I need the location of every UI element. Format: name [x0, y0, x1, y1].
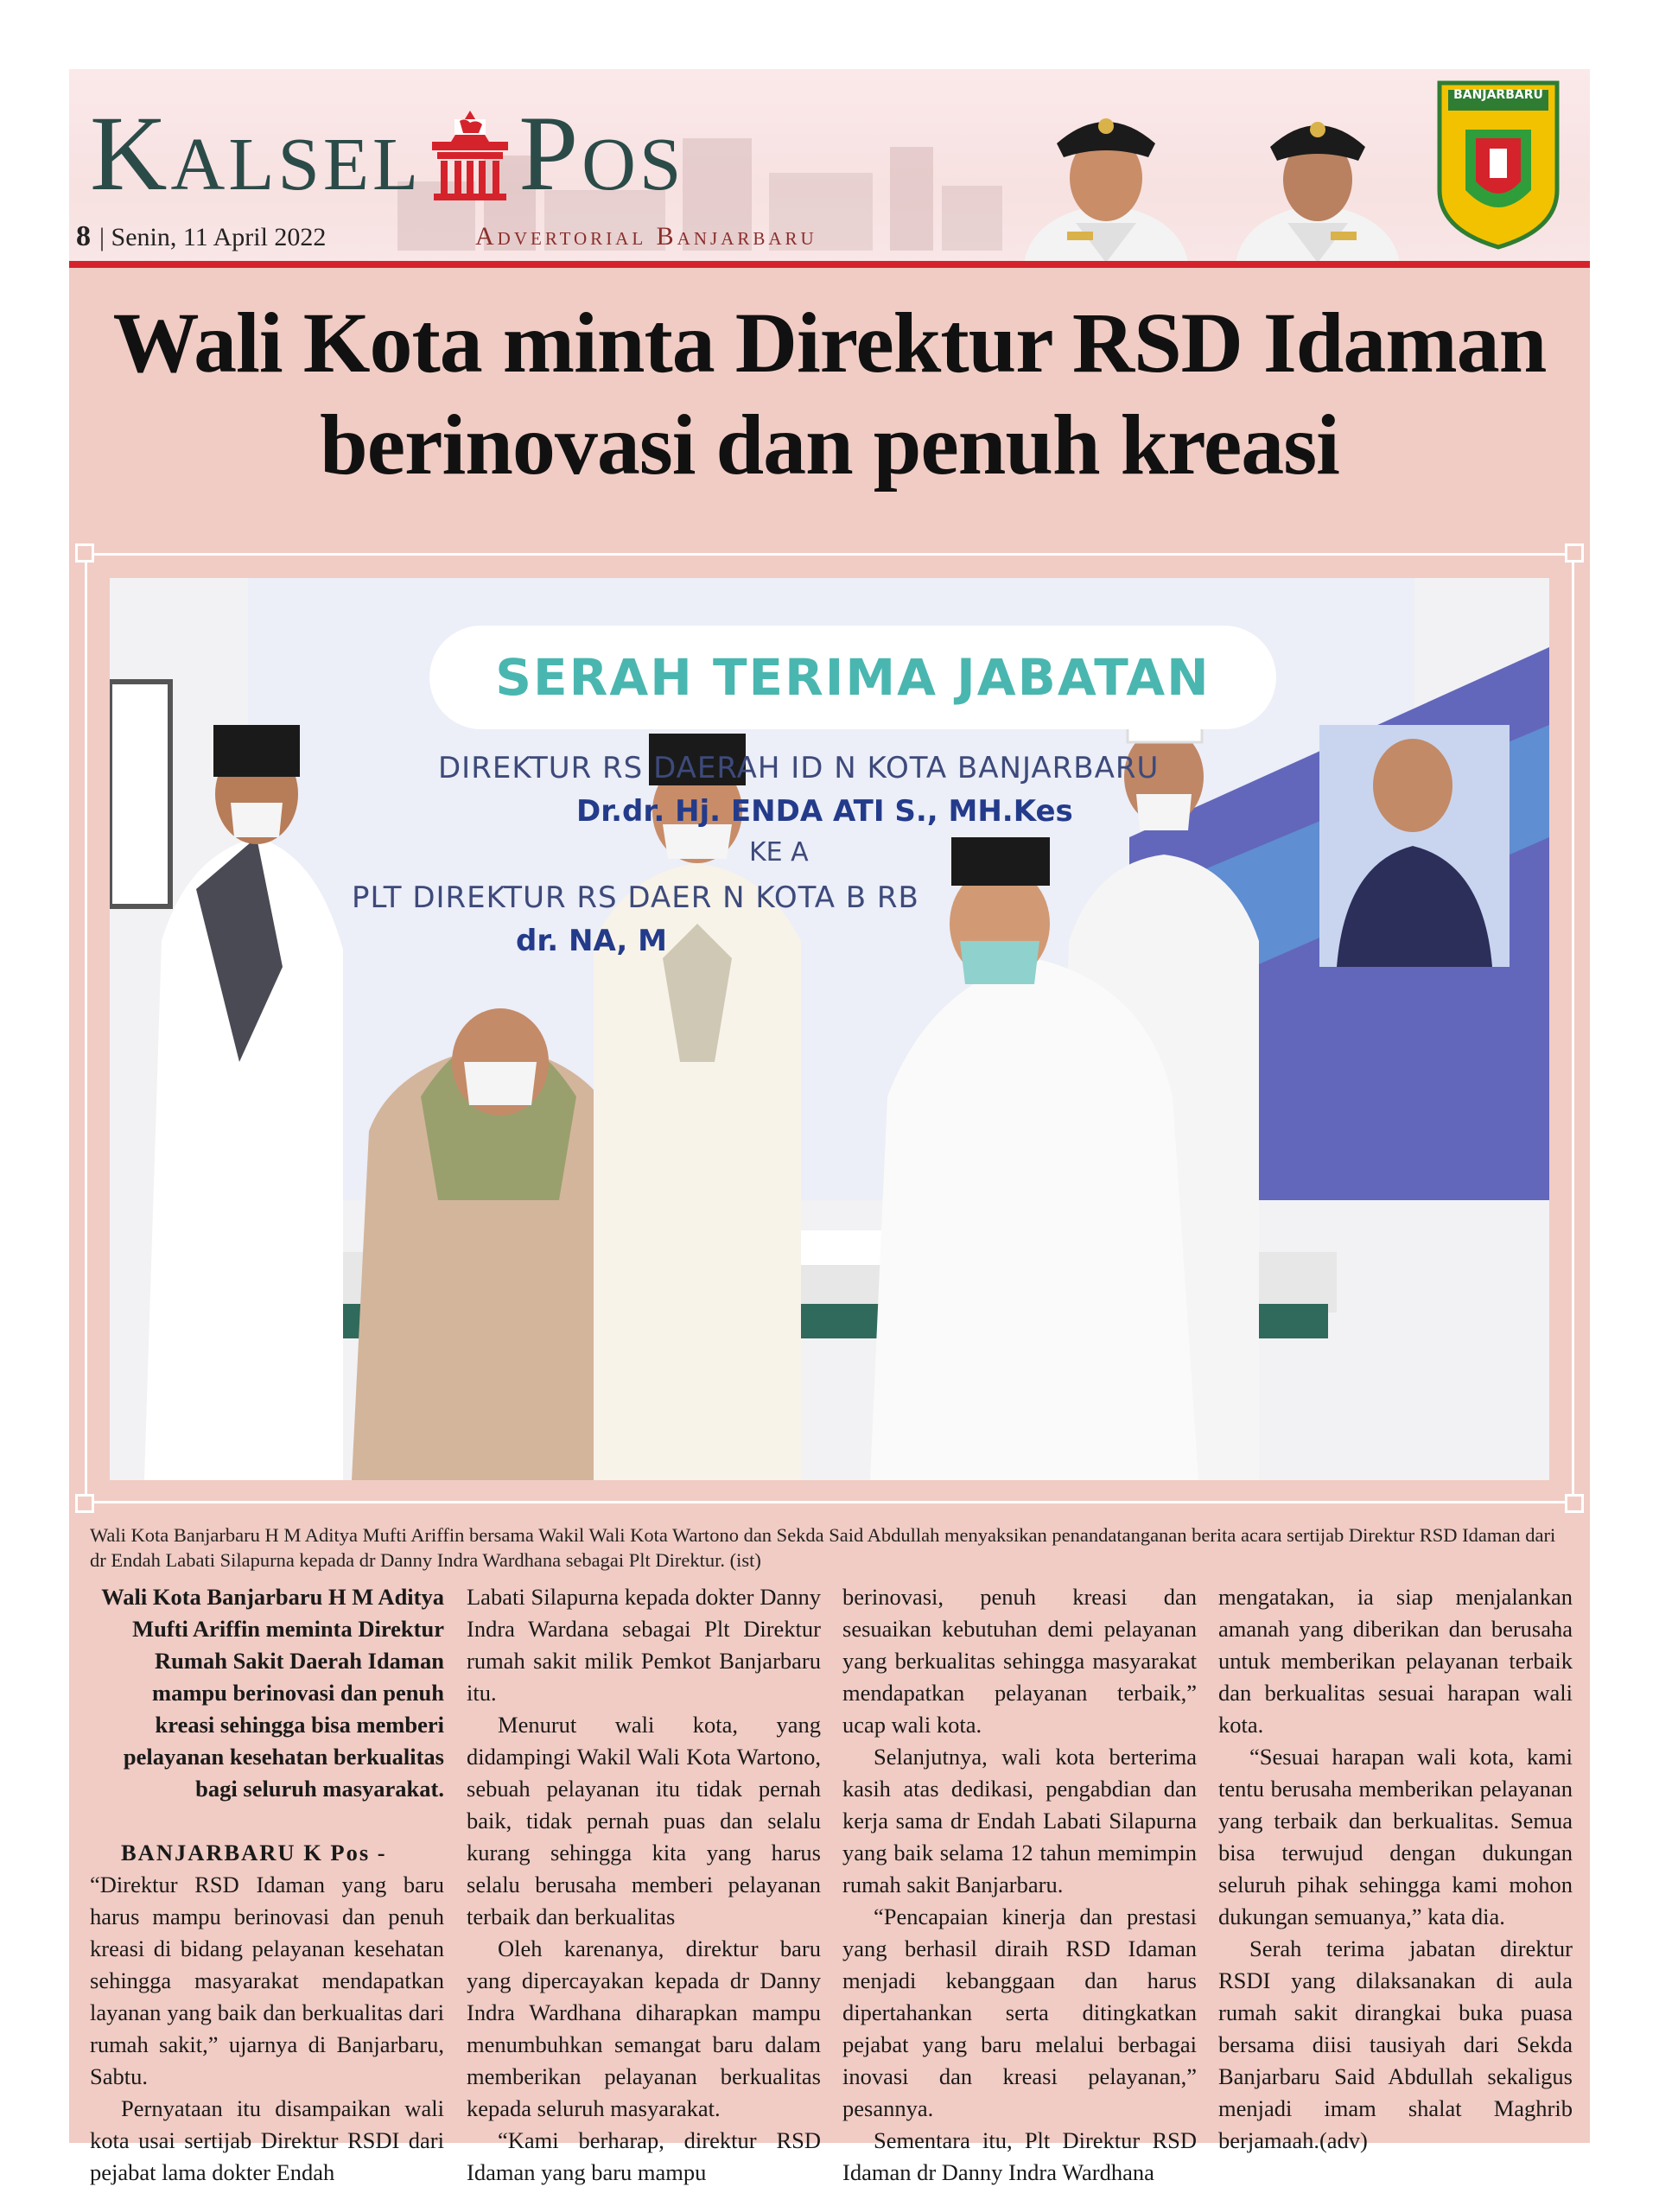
- issue-date: | Senin, 11 April 2022: [99, 223, 327, 251]
- badge-label: BANJARBARU: [1453, 88, 1543, 102]
- article-paragraph: [90, 1837, 444, 1869]
- article-column-4: [1218, 1581, 1573, 2157]
- frame-corner: [75, 1494, 94, 1513]
- article-paragraph: Labati Silapurna kepada dokter Danny Indra Wardana sebagai Plt Direktur rumah sakit milik Pemkot Banjarbaru itu.: [467, 1584, 821, 1706]
- newspaper-page: [69, 69, 1590, 2185]
- article-paragraph: “Sesuai harapan wali kota, kami tentu berusaha memberikan pelayanan yang terbaik dan berkualitas. Semua bisa terwujud dengan dukungan seluruh pihak sehingga kami mohon dukungan semuanya,” kata dia.: [1218, 1744, 1573, 1929]
- article-paragraph: mengatakan, ia siap menjalankan amanah yang diberikan dan berusaha untuk memberikan pelayanan terbaik dan berkualitas sesuai harapan wali kota.: [1218, 1584, 1573, 1738]
- frame-corner: [1565, 1494, 1584, 1513]
- brand-word-left: Kalsel: [90, 94, 423, 213]
- article-column-3: [842, 1581, 1197, 2189]
- article-paragraph: Selanjutnya, wali kota berterima kasih atas dedikasi, pengabdian dan kerja sama dr Endah Labati Silapurna yang baik selama 12 tahun memimpin rumah sakit Banjarbaru.: [842, 1744, 1197, 1897]
- banner-line: PLT DIREKTUR RS DAER N KOTA B RB: [352, 880, 919, 915]
- brand-logo: [90, 86, 685, 213]
- news-photo: [110, 578, 1549, 1480]
- article-paragraph: berinovasi, penuh kreasi dan sesuaikan kebutuhan demi pelayanan yang berkualitas sehingga masyarakat mendapatkan pelayanan terbaik,” ucap wali kota.: [842, 1584, 1197, 1738]
- article-paragraph: Sementara itu, Plt Direktur RSD Idaman dr Danny Indra Wardhana: [842, 2127, 1197, 2185]
- frame-corner: [75, 543, 94, 563]
- article-paragraph: “Pencapaian kinerja dan prestasi yang berhasil diraih RSD Idaman menjadi kebanggaan dan harus dipertahankan serta ditingkatkan pejabat yang baru melalui berbagai inovasi dan kreasi pelayanan,” pesannya.: [842, 1904, 1197, 2121]
- headline-line-1: Wali Kota minta Direktur RSD Idaman: [112, 295, 1547, 391]
- article-paragraph: Menurut wali kota, yang didampingi Wakil Wali Kota Wartono, sebuah pelayanan itu tidak pernah baik, tidak pernah puas dan selalu kurang sehingga kita yang harus selalu berusaha memberi pelayanan terbaik dan berkualitas: [467, 1712, 821, 1929]
- article-paragraph: Serah terima jabatan direktur RSDI yang dilaksanakan di aula rumah sakit dirangkai buka puasa bersama diisi tausiyah dari Sekda Banjarbaru Said Abdullah sekaligus menjadi imam shalat Maghrib berjamaah.(adv): [1218, 1936, 1573, 2153]
- vice-mayor-portrait: [1227, 93, 1408, 263]
- article-lead: Wali Kota Banjarbaru H M Aditya Mufti Ariffin meminta Direktur Rumah Sakit Daerah Idaman mampu berinovasi dan penuh kreasi sehingga bisa memberi pelayanan kesehatan berkualitas bagi seluruh masyarakat.: [101, 1584, 444, 1802]
- frame-corner: [1565, 543, 1584, 563]
- dateline: BANJARBARU K Pos -: [121, 1840, 387, 1866]
- masthead: [69, 69, 1590, 268]
- brand-word-right: Pos: [518, 94, 685, 213]
- banjarbaru-coat-of-arms-icon: [1434, 78, 1562, 251]
- section-name: Advertorial Banjarbaru: [475, 222, 817, 251]
- issue-line: [76, 220, 326, 253]
- article-paragraph: Pernyataan itu disampaikan wali kota usai sertijab Direktur RSDI dari pejabat lama dokter Endah: [90, 2095, 444, 2185]
- banner-line: KE A: [749, 837, 809, 868]
- photo-frame: [85, 553, 1574, 1503]
- article-column-1: [90, 1581, 444, 2189]
- photo-caption: Wali Kota Banjarbaru H M Aditya Mufti Ariffin bersama Wakil Wali Kota Wartono dan Sekda Said Abdullah menyaksikan penandatanganan berita acara sertijab Direktur RSD Idaman dari dr Endah Labati Silapurna kepada dr Danny Indra Wardhana sebagai Plt Direktur. (ist): [90, 1524, 1556, 1571]
- headline-line-2: berinovasi dan penuh kreasi: [320, 397, 1339, 493]
- article-paragraph: Oleh karenanya, direktur baru yang dipercayakan kepada dr Danny Indra Wardhana diharapkan mampu menumbuhkan semangat baru dalam memberikan pelayanan berkualitas kepada seluruh masyarakat.: [467, 1936, 821, 2121]
- mayor-portrait: [1015, 93, 1197, 263]
- banner-line: Dr.dr. Hj. ENDA ATI S., MH.Kes: [576, 794, 1073, 829]
- banner-line: DIREKTUR RS DAERAH ID N KOTA BANJARBARU: [438, 751, 1160, 785]
- masthead-rule: [69, 261, 1590, 268]
- article-paragraph: “Kami berharap, direktur RSD Idaman yang baru mampu: [467, 2127, 821, 2185]
- headline: [69, 292, 1590, 496]
- banner-line: dr. NA, M: [516, 924, 667, 958]
- banner-title: SERAH TERIMA JABATAN: [429, 626, 1276, 729]
- page-number: 8: [76, 220, 91, 252]
- article-paragraph: “Direktur RSD Idaman yang baru harus mampu berinovasi dan penuh kreasi di bidang pelayanan kesehatan sehingga masyarakat mendapatkan layanan yang baik dan berkualitas dari rumah sakit,” ujarnya di Banjarbaru, Sabtu.: [90, 1872, 444, 2089]
- article-column-2: [467, 1581, 821, 2189]
- banjar-house-emblem-icon: [429, 107, 512, 202]
